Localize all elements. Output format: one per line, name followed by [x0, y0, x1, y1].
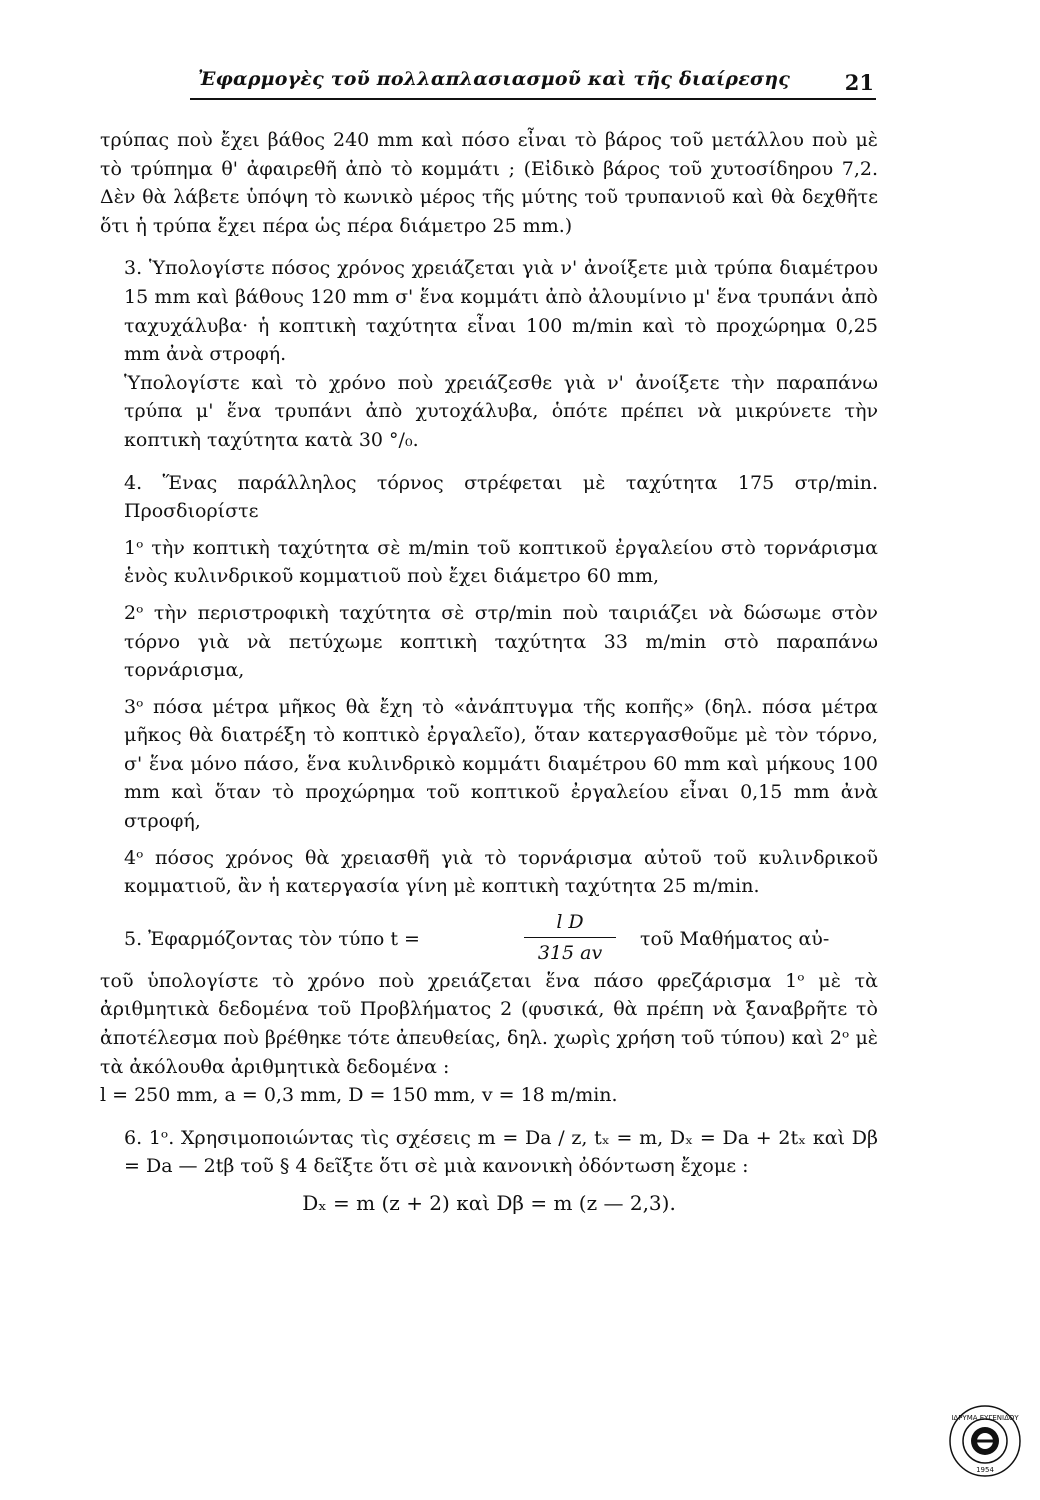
- problem-5-lead: 5. Ἐφαρμόζοντας τὸν τύπο t =: [124, 927, 420, 950]
- problem-5-formula-line: [100, 909, 878, 967]
- svg-text:ΙΔΡΥΜΑ ΕΥΓΕΝΙΔΟΥ: ΙΔΡΥΜΑ ΕΥΓΕΝΙΔΟΥ: [951, 1414, 1019, 1422]
- problem-5-tail: τοῦ Μαθήματος αὐ-: [640, 927, 830, 950]
- problem-4-item-1: 1ᵒ τὴν κοπτικὴ ταχύτητα σὲ m/min τοῦ κοπτικοῦ ἐργαλείου στὸ τορνάρισμα ἑνὸς κυλινδρικοῦ κομματιοῦ ποὺ ἔχει διάμετρο 60 mm,: [124, 536, 878, 588]
- page-body: [100, 126, 878, 1218]
- problem-3-part-b: Ὑπολογίστε καὶ τὸ χρόνο ποὺ χρειάζεσθε γιὰ ν' ἀνοίξετε τὴν παραπάνω τρύπα μ' ἕνα τρυπάνι ἀπὸ χυτοχάλυβα, ὁπότε πρέπει νὰ μικρύνετε τὴν κοπτικὴ ταχύτητα κατὰ 30 °/₀.: [124, 371, 878, 451]
- problem-4-item-4: 4ᵒ πόσος χρόνος θὰ χρειασθῆ γιὰ τὸ τορνάρισμα αὐτοῦ τοῦ κυλινδρικοῦ κομματιοῦ, ἂν ἡ κατεργασία γίνη μὲ κοπτικὴ ταχύτητα 25 m/min.: [124, 846, 878, 898]
- header-rule: [190, 98, 876, 100]
- problem-4-item-2: 2ᵒ τὴν περιστροφικὴ ταχύτητα σὲ στρ/min ποὺ ταιριάζει νὰ δώσωμε στὸν τόρνο γιὰ νὰ πετύχωμε κοπτικὴ ταχύτητα 33 m/min στὸ παραπάνω τορνάρισμα,: [124, 601, 878, 682]
- gear-equations: Dₓ = m (z + 2) καὶ Dβ = m (z — 2,3).: [302, 1191, 676, 1215]
- problem-4: 4. Ἕνας παράλληλος τόρνος στρέφεται μὲ ταχύτητα 175 στρ/min. Προσδιορίστε: [124, 471, 878, 523]
- page-header: [190, 68, 878, 95]
- running-title: Ἐφαρμογὲς τοῦ πολλαπλασιασμοῦ καὶ τῆς διαίρεσης: [198, 68, 791, 90]
- problem-5-body: τοῦ ὑπολογίστε τὸ χρόνο ποὺ χρειάζεται ἕνα πάσο φρεζάρισμα 1ᵒ μὲ τὰ ἀριθμητικὰ δεδομένα τοῦ Προβλήματος 2 (φυσικά, θὰ πρέπη νὰ ξαναβρῆτε τὸ ἀποτέλεσμα ποὺ βρέθηκε τότε ἀπευθείας, δηλ. χωρὶς χρήση τοῦ τύπου) καὶ 2ᵒ μὲ τὰ ἀκόλουθα ἀριθμητικὰ δεδομένα :: [100, 969, 878, 1078]
- problem-5-values: l = 250 mm, a = 0,3 mm, D = 150 mm, v = 18 m/min.: [100, 1084, 618, 1107]
- svg-text:1954: 1954: [976, 1466, 994, 1474]
- problem-6: 6. 1ᵒ. Χρησιμοποιώντας τὶς σχέσεις m = Da / z, tₓ = m, Dₓ = Da + 2tₓ καὶ Dβ = Da — 2tβ τοῦ § 4 δεῖξτε ὅτι σὲ μιὰ κανονικὴ ὀδόντωση ἔχομε :: [124, 1126, 878, 1178]
- fraction-numerator: l D: [556, 910, 584, 933]
- fraction-bar: [524, 937, 616, 939]
- time-formula-fraction: [520, 909, 620, 967]
- paragraph-continuation: τρύπας ποὺ ἔχει βάθος 240 mm καὶ πόσο εἶναι τὸ βάρος τοῦ μετάλλου ποὺ μὲ τὸ τρύπημα θ' ἀφαιρεθῆ ἀπὸ τὸ κομμάτι ; (Εἰδικὸ βάρος τοῦ χυτοσίδηρου 7,2. Δὲν θὰ λάβετε ὑπόψη τὸ κωνικὸ μέρος τῆς μύτης τοῦ τρυπανιοῦ καὶ θὰ δεχθῆτε ὅτι ἡ τρύπα ἔχει πέρα ὡς πέρα διάμετρο 25 mm.): [100, 129, 878, 237]
- foundation-seal-icon: [948, 1404, 1022, 1478]
- fraction-denominator: 315 av: [537, 942, 603, 965]
- problem-4-item-3: 3ᵒ πόσα μέτρα μῆκος θὰ ἔχη τὸ «ἀνάπτυγμα τῆς κοπῆς» (δηλ. πόσα μέτρα μῆκος θὰ διατρέξη τὸ κοπτικὸ ἐργαλεῖο), ὅταν κατεργασθοῦμε μὲ τὸν τόρνο, σ' ἕνα μόνο πάσο, ἕνα κυλινδρικὸ κομμάτι διαμέτρου 60 mm καὶ μήκους 100 mm καὶ ὅταν τὸ προχώρημα τοῦ κοπτικοῦ ἐργαλείου εἶναι 0,15 mm ἀνὰ στροφή,: [124, 695, 878, 833]
- page-number: 21: [844, 70, 874, 95]
- problem-3: 3. Ὑπολογίστε πόσος χρόνος χρειάζεται γιὰ ν' ἀνοίξετε μιὰ τρύπα διαμέτρου 15 mm καὶ βάθους 120 mm σ' ἕνα κομμάτι ἀπὸ ἀλουμίνιο μ' ἕνα τρυπάνι ἀπὸ ταχυχάλυβα· ἡ κοπτικὴ ταχύτητα εἶναι 100 m/min καὶ τὸ προχώρημα 0,25 mm ἀνὰ στροφή.: [124, 257, 878, 366]
